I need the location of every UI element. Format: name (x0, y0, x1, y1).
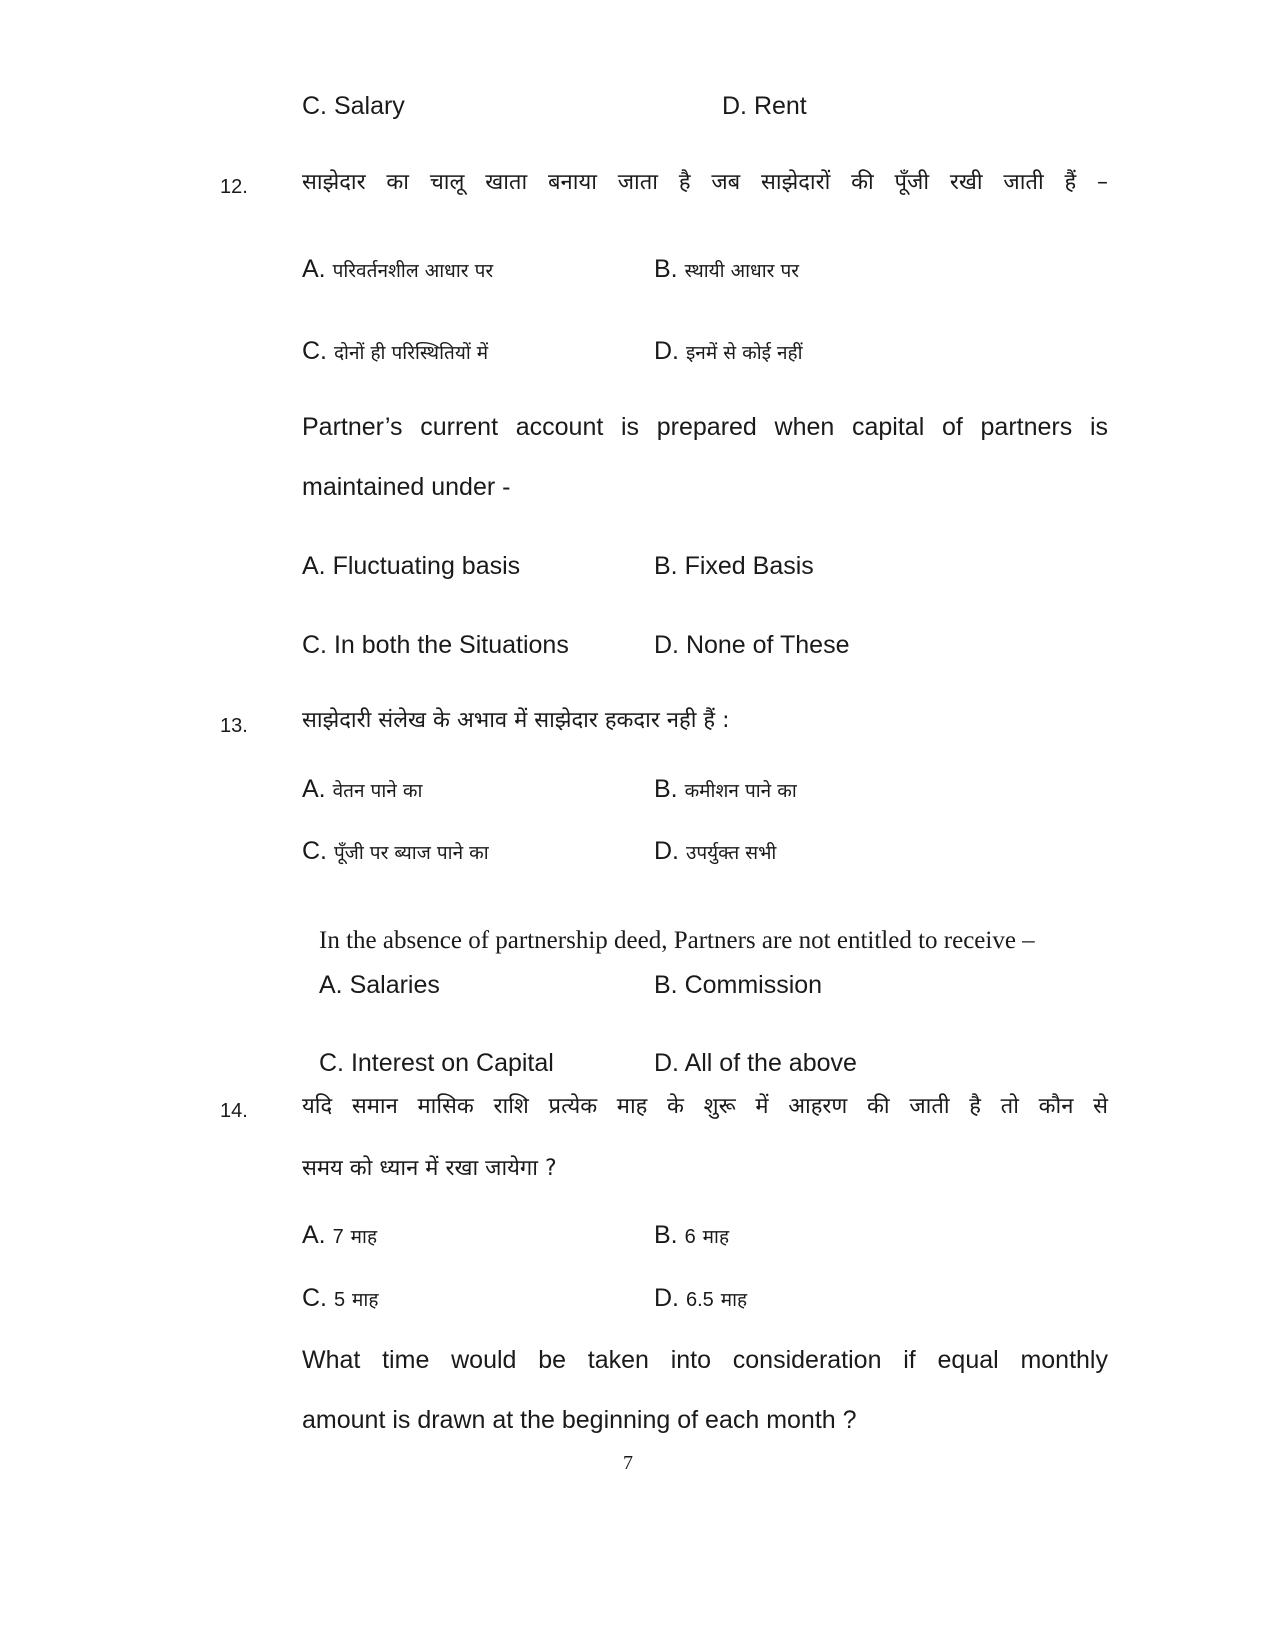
q12-english-question-line2: maintained under - (302, 473, 511, 501)
q13-english-option-c: C. Interest on Capital (319, 1049, 554, 1077)
question-number-13: 13. (220, 715, 248, 737)
option-letter: B. (654, 255, 678, 283)
option-letter: A. (302, 1221, 326, 1249)
q13-english-option-a: A. Salaries (319, 971, 440, 999)
option-letter: D. (654, 837, 679, 865)
q14-hindi-option-b (654, 1220, 729, 1250)
q13-hindi-option-b (654, 774, 797, 804)
option-text: कमीशन पाने का (684, 780, 797, 802)
option-text: स्थायी आधार पर (684, 260, 800, 282)
question-number-14: 14. (220, 1100, 248, 1122)
option-letter: C. (302, 837, 327, 865)
q12-english-option-d: D. None of These (654, 631, 850, 659)
option-number: 6.5 (685, 1289, 714, 1311)
q11-option-d: D. Rent (722, 92, 807, 120)
q14-hindi-option-d (654, 1283, 747, 1313)
option-text: पूँजी पर ब्याज पाने का (333, 842, 489, 864)
q13-english-option-d: D. All of the above (654, 1049, 857, 1077)
option-number: 6 (684, 1226, 696, 1248)
question-number-12: 12. (220, 176, 248, 198)
q13-hindi-option-a (302, 774, 422, 804)
option-text: इनमें से कोई नहीं (685, 342, 803, 364)
q12-hindi-option-c (302, 336, 488, 366)
q12-hindi-question: साझेदार का चालू खाता बनाया जाता है जब साझेदारों की पूँजी रखी जाती हैं – (302, 170, 1108, 195)
q12-english-question-line1: Partner’s current account is prepared when capital of partners is (302, 413, 1108, 441)
option-letter: B. (654, 1221, 678, 1249)
q14-hindi-option-c (302, 1283, 378, 1313)
option-text: माह (720, 1289, 748, 1311)
q13-hindi-question: साझेदारी संलेख के अभाव में साझेदार हकदार नही हैं : (302, 708, 730, 733)
option-letter: D. (654, 1284, 679, 1312)
q14-hindi-question-line2: समय को ध्यान में रखा जायेगा ? (302, 1156, 557, 1181)
q13-hindi-option-d (654, 836, 776, 866)
q12-hindi-option-a (302, 254, 493, 284)
option-letter: A. (302, 255, 326, 283)
option-letter: D. (654, 337, 679, 365)
option-text: माह (352, 1289, 379, 1311)
option-number: 7 (332, 1226, 344, 1248)
option-number: 5 (333, 1289, 346, 1311)
option-text: दोनों ही परिस्थितियों में (333, 342, 489, 364)
q11-option-c: C. Salary (302, 92, 405, 120)
q13-english-question: In the absence of partnership deed, Partners are not entitled to receive – (319, 927, 1035, 954)
q12-english-option-b: B. Fixed Basis (654, 552, 814, 580)
option-letter: C. (302, 1284, 327, 1312)
q14-english-question-line2: amount is drawn at the beginning of each month ? (302, 1406, 857, 1434)
option-text: उपर्युक्त सभी (685, 842, 777, 864)
option-text: माह (350, 1226, 378, 1248)
option-text: माह (702, 1226, 730, 1248)
q13-hindi-option-c (302, 836, 489, 866)
option-letter: C. (302, 337, 327, 365)
q14-hindi-option-a (302, 1220, 377, 1250)
q12-english-option-a: A. Fluctuating basis (302, 552, 521, 580)
q13-english-option-b: B. Commission (654, 971, 823, 999)
q12-hindi-option-b (654, 254, 799, 284)
option-text: वेतन पाने का (332, 780, 423, 802)
q12-english-option-c: C. In both the Situations (302, 631, 569, 659)
q14-english-question-line1: What time would be taken into consideration if equal monthly (302, 1346, 1108, 1374)
q14-hindi-question-line1: यदि समान मासिक राशि प्रत्येक माह के शुरू में आहरण की जाती है तो कौन से (302, 1094, 1108, 1119)
option-letter: A. (302, 775, 326, 803)
page-number: 7 (623, 1452, 633, 1474)
q12-hindi-option-d (654, 336, 803, 366)
option-letter: B. (654, 775, 678, 803)
option-text: परिवर्तनशील आधार पर (332, 260, 494, 282)
